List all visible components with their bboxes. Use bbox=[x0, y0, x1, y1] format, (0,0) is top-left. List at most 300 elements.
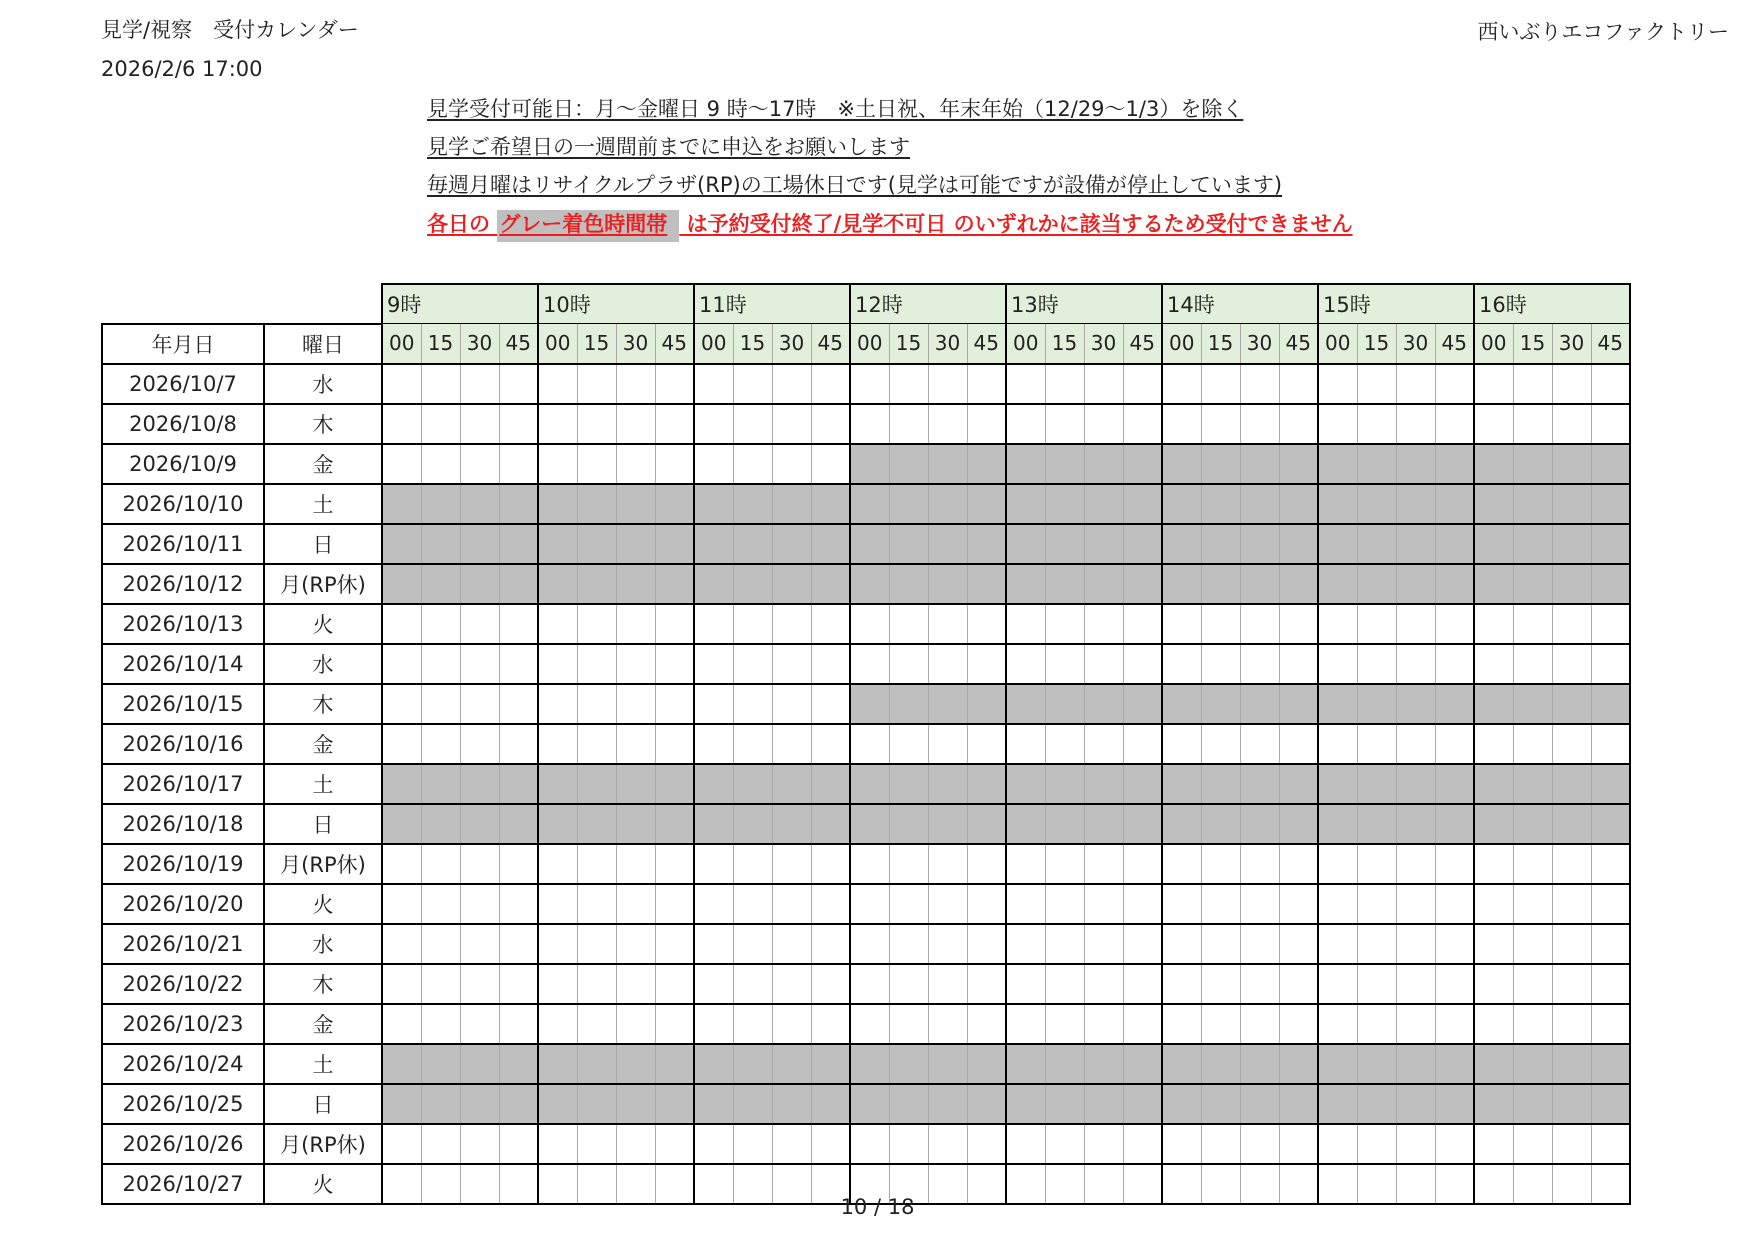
time-slot-closed bbox=[1279, 524, 1318, 564]
time-slot-closed bbox=[889, 484, 928, 524]
time-slot-open bbox=[1435, 924, 1474, 964]
time-slot-closed bbox=[1435, 764, 1474, 804]
time-slot-open bbox=[1240, 644, 1279, 684]
time-slot-open bbox=[1396, 1004, 1435, 1044]
time-slot-open bbox=[1006, 844, 1045, 884]
time-slot-closed bbox=[538, 1084, 577, 1124]
time-slot-closed bbox=[1279, 684, 1318, 724]
time-slot-closed bbox=[538, 804, 577, 844]
time-slot-open bbox=[655, 684, 694, 724]
minute-header: 45 bbox=[967, 324, 1006, 364]
time-slot-open bbox=[1435, 884, 1474, 924]
minute-header: 30 bbox=[1396, 324, 1435, 364]
time-slot-open bbox=[1084, 924, 1123, 964]
hour-header: 14時 bbox=[1162, 284, 1318, 324]
time-slot-open bbox=[538, 844, 577, 884]
time-slot-open bbox=[616, 604, 655, 644]
time-slot-open bbox=[889, 1004, 928, 1044]
calendar-row bbox=[102, 524, 1630, 564]
time-slot-closed bbox=[811, 484, 850, 524]
time-slot-closed bbox=[1318, 564, 1357, 604]
time-slot-closed bbox=[733, 1084, 772, 1124]
time-slot-open bbox=[382, 964, 421, 1004]
time-slot-open bbox=[1357, 1124, 1396, 1164]
time-slot-open bbox=[811, 964, 850, 1004]
time-slot-open bbox=[1396, 364, 1435, 404]
time-slot-closed bbox=[1435, 1044, 1474, 1084]
time-slot-closed bbox=[1513, 804, 1552, 844]
time-slot-closed bbox=[460, 764, 499, 804]
time-slot-closed bbox=[1201, 684, 1240, 724]
time-slot-closed bbox=[928, 524, 967, 564]
time-slot-closed bbox=[1123, 684, 1162, 724]
time-slot-open bbox=[538, 604, 577, 644]
weekday-cell: 金 bbox=[264, 724, 382, 764]
time-slot-open bbox=[1396, 604, 1435, 644]
time-slot-closed bbox=[1435, 524, 1474, 564]
time-slot-open bbox=[1123, 404, 1162, 444]
note-gray-legend-prefix: 各日の bbox=[427, 212, 498, 236]
time-slot-closed bbox=[928, 804, 967, 844]
time-slot-open bbox=[460, 924, 499, 964]
blank-corner-cell bbox=[102, 284, 264, 324]
time-slot-open bbox=[1435, 644, 1474, 684]
time-slot-closed bbox=[616, 564, 655, 604]
hour-header: 12時 bbox=[850, 284, 1006, 324]
time-slot-closed bbox=[1552, 1044, 1591, 1084]
minute-header: 30 bbox=[1084, 324, 1123, 364]
time-slot-open bbox=[1591, 884, 1630, 924]
time-slot-open bbox=[811, 644, 850, 684]
time-slot-closed bbox=[1357, 444, 1396, 484]
hour-header-row bbox=[102, 284, 1630, 324]
time-slot-open bbox=[460, 844, 499, 884]
time-slot-open bbox=[577, 724, 616, 764]
time-slot-closed bbox=[928, 484, 967, 524]
time-slot-closed bbox=[1006, 764, 1045, 804]
time-slot-open bbox=[694, 684, 733, 724]
note-available-days: 見学受付可能日：月～金曜日 9 時～17時 ※土日祝、年末年始（12/29～1/3）を除く bbox=[427, 97, 1244, 121]
time-slot-open bbox=[694, 884, 733, 924]
minute-header: 45 bbox=[1123, 324, 1162, 364]
time-slot-closed bbox=[1513, 684, 1552, 724]
time-slot-open bbox=[1552, 724, 1591, 764]
time-slot-closed bbox=[928, 684, 967, 724]
time-slot-open bbox=[1084, 604, 1123, 644]
time-slot-open bbox=[694, 604, 733, 644]
time-slot-open bbox=[1513, 964, 1552, 1004]
time-slot-open bbox=[1279, 1004, 1318, 1044]
time-slot-open bbox=[616, 844, 655, 884]
calendar-row bbox=[102, 764, 1630, 804]
minute-header: 45 bbox=[811, 324, 850, 364]
time-slot-closed bbox=[928, 764, 967, 804]
time-slot-open bbox=[1123, 924, 1162, 964]
time-slot-open bbox=[1201, 924, 1240, 964]
time-slot-open bbox=[616, 684, 655, 724]
time-slot-open bbox=[382, 644, 421, 684]
time-slot-closed bbox=[811, 1084, 850, 1124]
time-slot-open bbox=[382, 1004, 421, 1044]
time-slot-open bbox=[538, 1004, 577, 1044]
time-slot-closed bbox=[1435, 804, 1474, 844]
time-slot-open bbox=[1591, 644, 1630, 684]
weekday-cell: 日 bbox=[264, 524, 382, 564]
time-slot-closed bbox=[1045, 564, 1084, 604]
time-slot-closed bbox=[1513, 564, 1552, 604]
note-gray-legend bbox=[427, 211, 1353, 237]
date-cell: 2026/10/22 bbox=[102, 964, 264, 1004]
time-slot-open bbox=[1474, 924, 1513, 964]
time-slot-closed bbox=[1084, 684, 1123, 724]
time-slot-open bbox=[1240, 924, 1279, 964]
time-slot-open bbox=[1240, 364, 1279, 404]
time-slot-open bbox=[538, 724, 577, 764]
time-slot-closed bbox=[1123, 444, 1162, 484]
time-slot-closed bbox=[577, 1044, 616, 1084]
time-slot-open bbox=[889, 964, 928, 1004]
time-slot-open bbox=[1513, 844, 1552, 884]
time-slot-closed bbox=[1396, 564, 1435, 604]
time-slot-open bbox=[733, 1004, 772, 1044]
time-slot-closed bbox=[1045, 684, 1084, 724]
blank-corner-cell bbox=[264, 284, 382, 324]
time-slot-open bbox=[850, 404, 889, 444]
time-slot-open bbox=[928, 404, 967, 444]
time-slot-open bbox=[1201, 844, 1240, 884]
time-slot-open bbox=[1552, 1004, 1591, 1044]
time-slot-closed bbox=[811, 564, 850, 604]
weekday-cell: 木 bbox=[264, 964, 382, 1004]
organization-name: 西いぶりエコファクトリー bbox=[1477, 20, 1729, 44]
time-slot-open bbox=[772, 644, 811, 684]
time-slot-closed bbox=[1474, 1044, 1513, 1084]
time-slot-closed bbox=[538, 524, 577, 564]
time-slot-closed bbox=[1396, 444, 1435, 484]
time-slot-closed bbox=[499, 764, 538, 804]
time-slot-closed bbox=[1513, 484, 1552, 524]
time-slot-open bbox=[655, 924, 694, 964]
time-slot-closed bbox=[655, 564, 694, 604]
time-slot-open bbox=[889, 884, 928, 924]
time-slot-open bbox=[1045, 844, 1084, 884]
time-slot-open bbox=[616, 1004, 655, 1044]
time-slot-closed bbox=[616, 1044, 655, 1084]
time-slot-closed bbox=[733, 484, 772, 524]
time-slot-open bbox=[1396, 724, 1435, 764]
time-slot-open bbox=[967, 724, 1006, 764]
time-slot-open bbox=[1318, 724, 1357, 764]
minute-header: 30 bbox=[460, 324, 499, 364]
minute-header: 00 bbox=[1006, 324, 1045, 364]
date-cell: 2026/10/26 bbox=[102, 1124, 264, 1164]
time-slot-open bbox=[1084, 1124, 1123, 1164]
time-slot-open bbox=[1240, 604, 1279, 644]
time-slot-open bbox=[1201, 884, 1240, 924]
minute-header: 45 bbox=[1279, 324, 1318, 364]
time-slot-closed bbox=[1123, 564, 1162, 604]
weekday-cell: 火 bbox=[264, 884, 382, 924]
time-slot-closed bbox=[421, 524, 460, 564]
time-slot-open bbox=[733, 724, 772, 764]
time-slot-open bbox=[694, 724, 733, 764]
time-slot-closed bbox=[460, 1044, 499, 1084]
time-slot-open bbox=[1474, 724, 1513, 764]
time-slot-open bbox=[421, 724, 460, 764]
time-slot-closed bbox=[655, 1084, 694, 1124]
time-slot-open bbox=[967, 604, 1006, 644]
time-slot-closed bbox=[1279, 484, 1318, 524]
time-slot-open bbox=[928, 644, 967, 684]
time-slot-closed bbox=[850, 1084, 889, 1124]
time-slot-open bbox=[1435, 844, 1474, 884]
time-slot-open bbox=[421, 684, 460, 724]
time-slot-open bbox=[889, 724, 928, 764]
minute-header: 30 bbox=[1240, 324, 1279, 364]
minute-header: 00 bbox=[1318, 324, 1357, 364]
time-slot-open bbox=[1045, 1124, 1084, 1164]
time-slot-open bbox=[577, 404, 616, 444]
time-slot-open bbox=[1084, 1004, 1123, 1044]
time-slot-closed bbox=[1240, 804, 1279, 844]
time-slot-open bbox=[889, 924, 928, 964]
time-slot-open bbox=[1045, 604, 1084, 644]
time-slot-closed bbox=[460, 1084, 499, 1124]
time-slot-open bbox=[1474, 1004, 1513, 1044]
time-slot-open bbox=[577, 364, 616, 404]
time-slot-open bbox=[1396, 1124, 1435, 1164]
time-slot-closed bbox=[1279, 804, 1318, 844]
time-slot-open bbox=[421, 364, 460, 404]
time-slot-open bbox=[811, 364, 850, 404]
time-slot-closed bbox=[1435, 484, 1474, 524]
time-slot-closed bbox=[733, 524, 772, 564]
time-slot-open bbox=[850, 724, 889, 764]
time-slot-open bbox=[577, 644, 616, 684]
time-slot-open bbox=[928, 924, 967, 964]
minute-header: 45 bbox=[499, 324, 538, 364]
time-slot-open bbox=[1006, 1124, 1045, 1164]
time-slot-closed bbox=[1591, 1044, 1630, 1084]
date-cell: 2026/10/17 bbox=[102, 764, 264, 804]
time-slot-open bbox=[1474, 884, 1513, 924]
time-slot-closed bbox=[772, 524, 811, 564]
time-slot-open bbox=[655, 364, 694, 404]
time-slot-closed bbox=[1006, 524, 1045, 564]
time-slot-open bbox=[1084, 844, 1123, 884]
time-slot-closed bbox=[1396, 684, 1435, 724]
time-slot-closed bbox=[460, 804, 499, 844]
hour-header: 11時 bbox=[694, 284, 850, 324]
time-slot-closed bbox=[499, 484, 538, 524]
time-slot-open bbox=[1513, 604, 1552, 644]
time-slot-open bbox=[1201, 404, 1240, 444]
time-slot-open bbox=[1123, 604, 1162, 644]
time-slot-open bbox=[889, 604, 928, 644]
time-slot-closed bbox=[1084, 1084, 1123, 1124]
calendar-row bbox=[102, 884, 1630, 924]
time-slot-open bbox=[577, 604, 616, 644]
time-slot-closed bbox=[1435, 564, 1474, 604]
time-slot-open bbox=[772, 604, 811, 644]
time-slot-closed bbox=[1318, 684, 1357, 724]
minute-header: 00 bbox=[694, 324, 733, 364]
weekday-cell: 土 bbox=[264, 1044, 382, 1084]
time-slot-open bbox=[694, 404, 733, 444]
time-slot-closed bbox=[1513, 1084, 1552, 1124]
time-slot-open bbox=[1318, 404, 1357, 444]
weekday-cell: 月(RP休) bbox=[264, 844, 382, 884]
time-slot-closed bbox=[1006, 444, 1045, 484]
date-cell: 2026/10/23 bbox=[102, 1004, 264, 1044]
time-slot-open bbox=[382, 884, 421, 924]
time-slot-open bbox=[1279, 404, 1318, 444]
time-slot-open bbox=[421, 444, 460, 484]
time-slot-closed bbox=[499, 524, 538, 564]
time-slot-closed bbox=[421, 804, 460, 844]
time-slot-open bbox=[655, 844, 694, 884]
time-slot-closed bbox=[1084, 564, 1123, 604]
time-slot-open bbox=[811, 844, 850, 884]
minute-header: 45 bbox=[1435, 324, 1474, 364]
minute-header: 15 bbox=[577, 324, 616, 364]
time-slot-open bbox=[928, 884, 967, 924]
time-slot-open bbox=[1474, 964, 1513, 1004]
time-slot-closed bbox=[1279, 444, 1318, 484]
time-slot-open bbox=[694, 964, 733, 1004]
time-slot-closed bbox=[1162, 1044, 1201, 1084]
time-slot-open bbox=[1591, 964, 1630, 1004]
time-slot-open bbox=[1084, 724, 1123, 764]
time-slot-closed bbox=[967, 1084, 1006, 1124]
minute-header: 00 bbox=[382, 324, 421, 364]
time-slot-open bbox=[1279, 1124, 1318, 1164]
time-slot-open bbox=[460, 404, 499, 444]
time-slot-open bbox=[772, 684, 811, 724]
time-slot-closed bbox=[967, 684, 1006, 724]
time-slot-open bbox=[1201, 1004, 1240, 1044]
time-slot-open bbox=[811, 724, 850, 764]
time-slot-open bbox=[1435, 364, 1474, 404]
time-slot-open bbox=[733, 404, 772, 444]
note-rp-holiday: 毎週月曜はリサイクルプラザ(RP)の工場休日です(見学は可能ですが設備が停止しています) bbox=[427, 173, 1283, 197]
minute-header: 00 bbox=[1474, 324, 1513, 364]
time-slot-open bbox=[1162, 964, 1201, 1004]
time-slot-open bbox=[772, 1124, 811, 1164]
time-slot-open bbox=[1279, 604, 1318, 644]
time-slot-open bbox=[1474, 644, 1513, 684]
time-slot-open bbox=[538, 364, 577, 404]
time-slot-open bbox=[1552, 644, 1591, 684]
time-slot-open bbox=[1513, 404, 1552, 444]
time-slot-open bbox=[1591, 1124, 1630, 1164]
time-slot-closed bbox=[1201, 764, 1240, 804]
time-slot-open bbox=[499, 644, 538, 684]
time-slot-open bbox=[772, 364, 811, 404]
time-slot-open bbox=[1045, 724, 1084, 764]
time-slot-open bbox=[421, 404, 460, 444]
time-slot-open bbox=[655, 404, 694, 444]
time-slot-open bbox=[538, 964, 577, 1004]
time-slot-closed bbox=[1279, 564, 1318, 604]
time-slot-open bbox=[460, 684, 499, 724]
time-slot-closed bbox=[1006, 804, 1045, 844]
time-slot-open bbox=[694, 844, 733, 884]
time-slot-open bbox=[1279, 724, 1318, 764]
time-slot-closed bbox=[811, 764, 850, 804]
calendar-row bbox=[102, 444, 1630, 484]
time-slot-closed bbox=[1591, 524, 1630, 564]
time-slot-open bbox=[967, 844, 1006, 884]
time-slot-closed bbox=[577, 804, 616, 844]
time-slot-open bbox=[499, 964, 538, 1004]
time-slot-open bbox=[538, 884, 577, 924]
time-slot-open bbox=[1123, 724, 1162, 764]
print-datetime: 2026/2/6 17:00 bbox=[101, 57, 263, 81]
time-slot-open bbox=[772, 844, 811, 884]
time-slot-open bbox=[1162, 404, 1201, 444]
time-slot-open bbox=[382, 844, 421, 884]
time-slot-closed bbox=[1318, 764, 1357, 804]
time-slot-closed bbox=[1162, 684, 1201, 724]
calendar-row bbox=[102, 964, 1630, 1004]
time-slot-open bbox=[1474, 1124, 1513, 1164]
time-slot-closed bbox=[382, 804, 421, 844]
time-slot-open bbox=[1318, 364, 1357, 404]
minute-header: 00 bbox=[850, 324, 889, 364]
time-slot-closed bbox=[577, 1084, 616, 1124]
time-slot-closed bbox=[1591, 444, 1630, 484]
time-slot-open bbox=[1162, 364, 1201, 404]
time-slot-open bbox=[850, 644, 889, 684]
time-slot-closed bbox=[1318, 524, 1357, 564]
time-slot-open bbox=[850, 884, 889, 924]
time-slot-closed bbox=[1084, 804, 1123, 844]
time-slot-open bbox=[1045, 364, 1084, 404]
minute-header: 30 bbox=[616, 324, 655, 364]
date-cell: 2026/10/14 bbox=[102, 644, 264, 684]
time-slot-closed bbox=[1279, 1084, 1318, 1124]
date-cell: 2026/10/13 bbox=[102, 604, 264, 644]
weekday-cell: 火 bbox=[264, 604, 382, 644]
time-slot-open bbox=[382, 1124, 421, 1164]
time-slot-closed bbox=[850, 484, 889, 524]
time-slot-open bbox=[1435, 964, 1474, 1004]
time-slot-closed bbox=[421, 764, 460, 804]
time-slot-closed bbox=[889, 524, 928, 564]
calendar-row bbox=[102, 364, 1630, 404]
time-slot-open bbox=[1279, 844, 1318, 884]
time-slot-open bbox=[1279, 364, 1318, 404]
time-slot-open bbox=[1006, 404, 1045, 444]
time-slot-closed bbox=[1513, 444, 1552, 484]
time-slot-closed bbox=[499, 564, 538, 604]
time-slot-open bbox=[1318, 604, 1357, 644]
time-slot-open bbox=[655, 724, 694, 764]
date-cell: 2026/10/27 bbox=[102, 1164, 264, 1204]
time-slot-open bbox=[616, 924, 655, 964]
time-slot-open bbox=[1123, 644, 1162, 684]
minute-header: 15 bbox=[1201, 324, 1240, 364]
weekday-column-header: 曜日 bbox=[264, 324, 382, 364]
date-cell: 2026/10/10 bbox=[102, 484, 264, 524]
time-slot-closed bbox=[1396, 1044, 1435, 1084]
time-slot-closed bbox=[967, 444, 1006, 484]
time-slot-closed bbox=[850, 564, 889, 604]
time-slot-open bbox=[1552, 924, 1591, 964]
time-slot-open bbox=[1591, 1004, 1630, 1044]
time-slot-open bbox=[1552, 964, 1591, 1004]
